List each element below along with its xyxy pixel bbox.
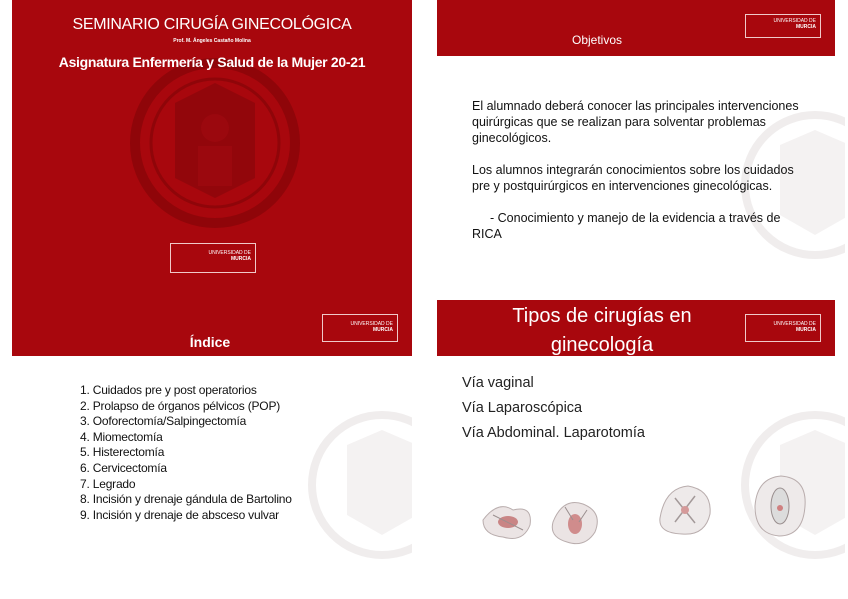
- tipos-list: [462, 371, 722, 446]
- slide-subject: Asignatura Enfermería y Salud de la Mujer 20-21: [58, 54, 366, 70]
- list-item: 1. Cuidados pre y post operatorios: [80, 383, 257, 397]
- slide-title-heading: SEMINARIO CIRUGÍA GINECOLÓGICA: [72, 16, 352, 33]
- university-seal-icon: [130, 58, 300, 228]
- list-item: Vía vaginal: [462, 375, 534, 391]
- list-item: 8. Incisión y drenaje gándula de Bartolino: [80, 492, 292, 507]
- logo-line-2: MURCIA: [796, 327, 816, 333]
- list-item: 7. Legrado: [80, 476, 136, 491]
- list-item: 9. Incisión y drenaje de absceso vulvar: [80, 507, 279, 522]
- tipos-title-line-2: ginecología: [550, 334, 654, 356]
- logo-line-1: UNIVERSIDAD DE: [208, 250, 251, 256]
- university-logo: [170, 243, 256, 273]
- slide-objetivos-header: [437, 0, 835, 56]
- objetivos-title: Objetivos: [571, 33, 623, 47]
- surgery-illustration-3-icon: [650, 478, 720, 540]
- logo-line-2: MURCIA: [231, 256, 251, 262]
- logo-line-1: UNIVERSIDAD DE: [773, 321, 816, 327]
- surgery-illustration-4-icon: [745, 470, 815, 542]
- tipos-title-line-1: Tipos de cirugías en: [512, 305, 692, 327]
- objetivos-paragraph-1: El alumnado deberá conocer las principales intervenciones quirúrgicas que se realizan para solventar problemas ginecológicos.: [472, 99, 799, 145]
- objetivos-bullet: - Conocimiento y manejo de la evidencia a través de RICA: [472, 211, 781, 241]
- logo-line-2: MURCIA: [796, 24, 816, 30]
- slide-title: [12, 0, 412, 300]
- logo-line-1: UNIVERSIDAD DE: [773, 18, 816, 24]
- list-item: Vía Abdominal. Laparotomía: [462, 425, 645, 441]
- objetivos-paragraph-2: Los alumnos integrarán conocimientos sobre los cuidados pre y postquirúrgicos en intervenciones ginecológicas.: [472, 163, 794, 193]
- list-item: Vía Laparoscópica: [462, 400, 583, 416]
- logo-line-1: UNIVERSIDAD DE: [350, 321, 393, 327]
- list-item: 6. Cervicectomía: [80, 460, 167, 475]
- slide-author: Prof. M. Ángeles Castaño Molina: [173, 38, 251, 44]
- list-item: 4. Miomectomía: [80, 429, 163, 444]
- indice-list: [80, 383, 380, 523]
- list-item: 5. Histerectomía: [80, 445, 165, 460]
- logo-line-2: MURCIA: [373, 327, 393, 333]
- surgery-illustration-2-icon: [545, 492, 605, 550]
- university-logo: [745, 14, 821, 38]
- surgery-illustration-1-icon: [478, 495, 538, 545]
- indice-title: Índice: [189, 334, 231, 350]
- slide-indice-header: [12, 300, 412, 356]
- university-logo: [745, 314, 821, 342]
- list-item: 2. Prolapso de órganos pélvicos (POP): [80, 398, 281, 413]
- slide-tipos-header: [437, 300, 835, 356]
- list-item: 3. Ooforectomía/Salpingectomía: [80, 414, 247, 429]
- university-logo: [322, 314, 398, 342]
